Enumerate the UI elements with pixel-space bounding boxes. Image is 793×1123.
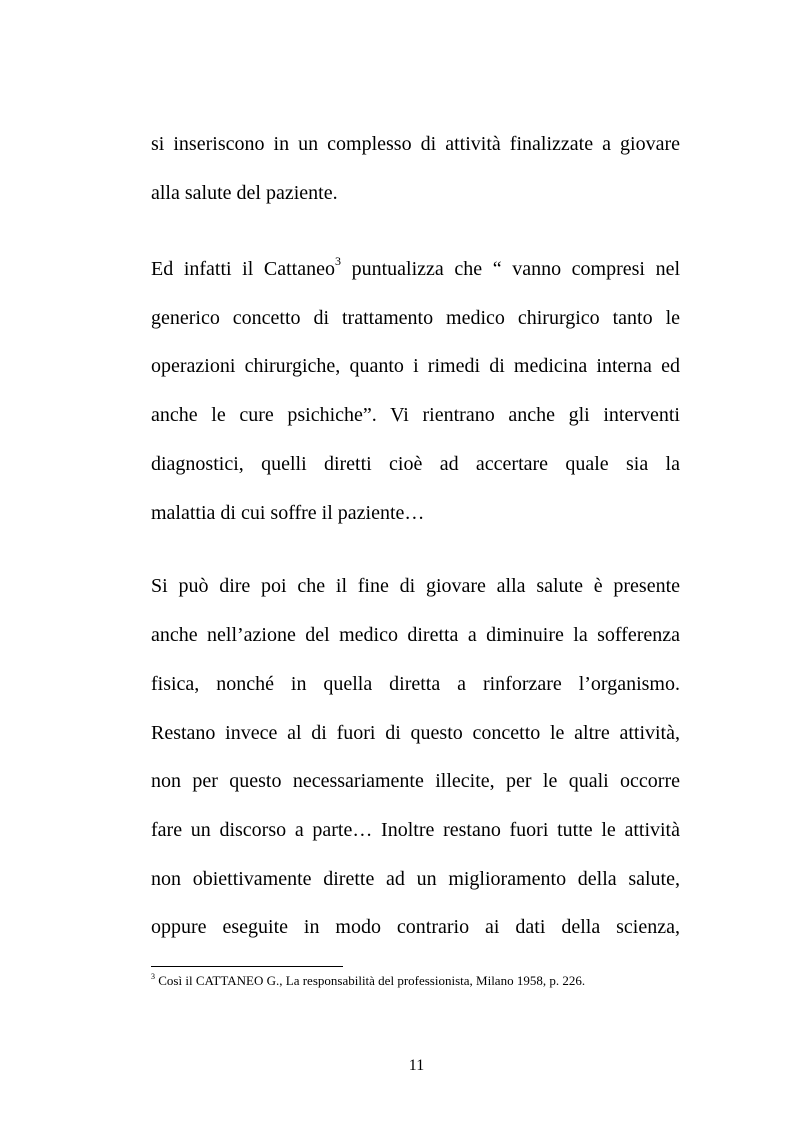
- footnote-reference: 3: [334, 254, 341, 269]
- footnote: [151, 973, 680, 989]
- body-line-15: non obiettivamente dirette ad un miglioramento della salute,: [151, 868, 680, 890]
- body-line-11: fisica, nonché in quella diretta a rinforzare l’organismo.: [151, 673, 680, 695]
- body-line-3-suffix: puntualizza che “ vanno compresi nel: [351, 258, 681, 280]
- body-line-7: diagnostici, quelli diretti cioè ad accertare quale sia la: [151, 453, 680, 475]
- body-line-1: si inseriscono in un complesso di attività finalizzate a giovare: [151, 133, 680, 155]
- body-line-3-prefix: Ed infatti il Cattaneo: [151, 258, 335, 280]
- body-line-9: Si può dire poi che il fine di giovare alla salute è presente: [151, 575, 680, 597]
- body-line-14: fare un discorso a parte… Inoltre restano fuori tutte le attività: [151, 819, 680, 841]
- body-line-13: non per questo necessariamente illecite, per le quali occorre: [151, 770, 680, 792]
- body-line-12: Restano invece al di fuori di questo concetto le altre attività,: [151, 722, 680, 744]
- footnote-text: Così il CATTANEO G., La responsabilità del professionista, Milano 1958, p. 226.: [155, 973, 586, 988]
- footnote-separator: [151, 966, 343, 967]
- body-line-6: anche le cure psichiche”. Vi rientrano anche gli interventi: [151, 404, 680, 426]
- page-number: 11: [408, 1057, 425, 1074]
- footnote-marker: 3: [151, 971, 155, 981]
- body-line-3: [151, 254, 681, 281]
- body-line-10: anche nell’azione del medico diretta a diminuire la sofferenza: [151, 624, 680, 646]
- body-line-2: alla salute del paziente.: [151, 182, 338, 204]
- body-line-8: malattia di cui soffre il paziente…: [151, 502, 425, 524]
- body-line-5: operazioni chirurgiche, quanto i rimedi di medicina interna ed: [151, 355, 680, 377]
- body-line-4: generico concetto di trattamento medico chirurgico tanto le: [151, 307, 680, 329]
- body-line-16: oppure eseguite in modo contrario ai dati della scienza,: [151, 916, 680, 938]
